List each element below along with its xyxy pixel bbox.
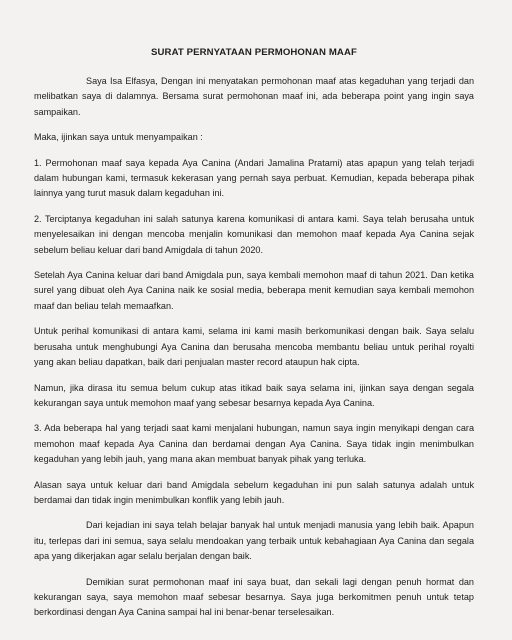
point-1-paragraph: 1. Permohonan maaf saya kepada Aya Canina (Andari Jamalina Pratami) atas apapun yang telah terjadi dalam hubungan kami, termasuk kekerasan yang pernah saya perbuat. Kemudian, kepada beberapa pihak lainnya yang turut masuk dalam kegaduhan ini. [34,157,474,199]
point-2-paragraph: 2. Terciptanya kegaduhan ini salah satunya karena komunikasi di antara kami. Saya telah berusaha untuk menyelesaikan ini dengan mencoba menjalin komunikasi dan memohon maaf kepada Aya Canina sejak sebelum beliau keluar dari band Amigdala di tahun 2020. [34,213,474,255]
communication-paragraph: Untuk perihal komunikasi di antara kami, selama ini kami masih berkomunikasi dengan baik. Saya selalu berusaha untuk menghubungi Aya Canina dan berusaha mencoba membantu beliau untuk perihal royalti yang akan beliau dapatkan, baik dari penjualan master record ataupun hak cipta. [34,326,474,368]
reason-paragraph: Alasan saya untuk keluar dari band Amigdala sebelum kegaduhan ini pun salah satunya adalah untuk berdamai dan tidak ingin menimbulkan konflik yang lebih jauh. [34,479,474,505]
intro-line: Maka, ijinkan saya untuk menyampaikan : [34,132,203,143]
letter-title: SURAT PERNYATAAN PERMOHONAN MAAF [151,47,357,58]
lesson-paragraph: Dari kejadian ini saya telah belajar banyak hal untuk menjadi manusia yang lebih baik. Apapun itu, terlepas dari ini semua, saya selalu mendoakan yang terbaik untuk kebahagiaan Aya Canina dan segala apa yang dikerjakan agar selalu berjalan dengan baik. [34,520,474,562]
closing-paragraph: Demikian surat permohonan maaf ini saya buat, dan sekali lagi dengan penuh hormat dan kekurangan saya, saya memohon maaf sebesar besarnya. Saya juga berkomitmen penuh untuk tetap berkordinasi dengan Aya Canina sampai hal ini benar-benar terselesaikan. [34,576,474,618]
point-2-followup-paragraph: Setelah Aya Canina keluar dari band Amigdala pun, saya kembali memohon maaf di tahun 2021. Dan ketika surel yang dibuat oleh Aya Canina naik ke sosial media, beberapa menit kemudian saya kembali memohon maaf dan beliau telah memaafkan. [34,270,474,311]
apology-paragraph: Namun, jika dirasa itu semua belum cukup atas itikad baik saya selama ini, ijinkan saya dengan segala kekurangan saya untuk memohon maaf yang sebesar besarnya kepada Aya Canina. [34,382,474,408]
opening-paragraph: Saya Isa Elfasya, Dengan ini menyatakan permohonan maaf atas kegaduhan yang terjadi dan melibatkan saya di dalamnya. Bersama surat permohonan maaf ini, ada beberapa point yang ingin saya sampaikan. [34,76,474,117]
point-3-paragraph: 3. Ada beberapa hal yang terjadi saat kami menjalani hubungan, namun saya ingin menyikapi dengan cara memohon maaf kepada Aya Canina dan berdamai dengan Aya Canina. Saya tidak ingin menimbulkan kegaduhan yang lebih jauh, yang mana akan membuat banyak pihak yang terluka. [34,423,474,465]
